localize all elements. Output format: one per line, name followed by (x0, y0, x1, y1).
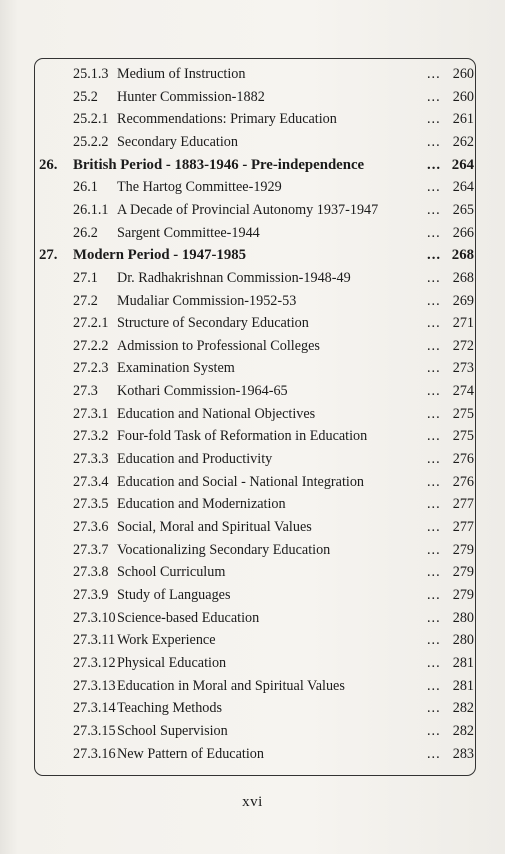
toc-leader-dots: ... (427, 700, 441, 717)
toc-entry-row (0, 516, 505, 538)
toc-entry-page: 279 (452, 564, 474, 581)
toc-entry-row (0, 675, 505, 697)
toc-entry-row (0, 290, 505, 312)
toc-entry-page: 279 (452, 541, 474, 558)
toc-entry-page: 273 (452, 360, 474, 377)
toc-leader-dots: ... (427, 496, 441, 513)
toc-entry-number: 27.3.3 (73, 451, 109, 468)
toc-entry-number: 25.2.2 (73, 133, 109, 150)
toc-entry-number: 27.3.4 (73, 473, 109, 490)
toc-entry-title: Recommendations: Primary Education (117, 111, 337, 128)
toc-leader-dots: ... (427, 337, 441, 354)
toc-entry-row (0, 108, 505, 130)
toc-entry-page: 282 (452, 722, 474, 739)
toc-entry-title: Study of Languages (117, 586, 231, 603)
toc-leader-dots: ... (427, 201, 441, 218)
toc-entry-page: 262 (452, 133, 474, 150)
toc-entry-row (0, 357, 505, 379)
toc-entry-number: 27.3.8 (73, 564, 109, 581)
toc-entry-row (0, 448, 505, 470)
toc-entry-page: 260 (452, 88, 474, 105)
toc-entry-row (0, 222, 505, 244)
toc-entry-number: 27.3.12 (73, 654, 116, 671)
toc-entry-number: 27.2.3 (73, 360, 109, 377)
toc-leader-dots: ... (427, 677, 441, 694)
toc-entry-row (0, 131, 505, 153)
toc-entry-title: Teaching Methods (117, 700, 222, 717)
toc-entry-row (0, 176, 505, 198)
toc-entry-number: 27.3.9 (73, 586, 109, 603)
toc-entry-page: 275 (452, 405, 474, 422)
toc-entry-title: Structure of Secondary Education (117, 315, 309, 332)
toc-leader-dots: ... (427, 292, 441, 309)
toc-entry-title: A Decade of Provincial Autonomy 1937-1947 (117, 201, 379, 218)
toc-entry-number: 25.1.3 (73, 66, 109, 82)
toc-leader-dots: ... (427, 519, 441, 535)
toc-entry-page: 266 (452, 224, 474, 241)
toc-entry-page: 268 (451, 247, 474, 264)
toc-entry-row (0, 561, 505, 583)
toc-leader-dots: ... (427, 405, 441, 422)
toc-entry-row (0, 539, 505, 561)
toc-entry-title: Social, Moral and Spiritual Values (117, 519, 312, 535)
toc-entry-number: 27.2 (73, 292, 98, 309)
toc-entry-number: 27.3.1 (73, 405, 109, 422)
toc-entry-number: 27.2.1 (73, 315, 109, 332)
toc-entry-page: 272 (452, 337, 474, 354)
toc-leader-dots: ... (427, 360, 441, 377)
toc-entry-title: Examination System (117, 360, 235, 377)
toc-entry-number: 27.3.6 (73, 519, 109, 535)
toc-entry-row (0, 493, 505, 515)
toc-entry-title: Sargent Committee-1944 (117, 224, 260, 241)
toc-entry-number: 27.3.14 (73, 700, 116, 717)
toc-entry-row (0, 63, 505, 85)
toc-entry-title: Education and Modernization (117, 496, 286, 513)
toc-entry-page: 281 (452, 654, 474, 671)
toc-entry-title: New Pattern of Education (117, 745, 264, 762)
toc-entry-title: Physical Education (117, 654, 227, 671)
toc-entry-number: 26.1.1 (73, 201, 109, 218)
toc-entry-page: 281 (452, 677, 474, 694)
toc-entry-title: Education and National Objectives (117, 405, 316, 422)
toc-entry-page: 271 (452, 315, 474, 332)
toc-entry-row (0, 312, 505, 334)
toc-leader-dots: ... (427, 654, 441, 671)
toc-entry-title: Work Experience (117, 632, 216, 649)
toc-leader-dots: ... (427, 179, 441, 196)
toc-entry-title: School Curriculum (117, 564, 226, 581)
toc-entry-number: 25.2.1 (73, 111, 109, 128)
toc-entry-number: 27.3.13 (73, 677, 116, 694)
toc-leader-dots: ... (427, 609, 441, 626)
toc-entry-row (0, 335, 505, 357)
toc-entry-page: 280 (452, 632, 474, 649)
toc-entry-number: 27.3.7 (73, 541, 109, 558)
toc-entry-row (0, 86, 505, 108)
toc-entry-row (0, 629, 505, 651)
toc-entry-row (0, 199, 505, 221)
toc-entry-page: 268 (452, 269, 474, 286)
toc-entry-page: 277 (452, 519, 474, 535)
toc-entry-page: 277 (452, 496, 474, 513)
toc-entry-number: 27.3.11 (73, 632, 116, 649)
toc-entry-row (0, 607, 505, 629)
toc-entry-title: Hunter Commission-1882 (117, 88, 265, 105)
toc-entry-row (0, 584, 505, 606)
toc-entry-number: 27. (39, 247, 58, 264)
toc-leader-dots: ... (427, 541, 441, 558)
toc-leader-dots: ... (427, 586, 441, 603)
toc-leader-dots: ... (427, 451, 441, 468)
toc-leader-dots: ... (427, 722, 441, 739)
toc-entry-number: 25.2 (73, 88, 98, 105)
toc-entry-number: 27.3 (73, 383, 98, 400)
toc-entry-title: Medium of Instruction (117, 66, 246, 82)
toc-leader-dots: ... (427, 745, 441, 762)
toc-entry-number: 27.3.15 (73, 722, 116, 739)
toc-entry-page: 283 (452, 745, 474, 762)
toc-leader-dots: ... (427, 428, 441, 445)
toc-leader-dots: ... (427, 156, 442, 173)
toc-entry-page: 276 (452, 451, 474, 468)
toc-leader-dots: ... (427, 473, 441, 490)
toc-leader-dots: ... (427, 66, 441, 82)
toc-entry-title: Admission to Professional Colleges (117, 337, 320, 354)
toc-leader-dots: ... (427, 383, 441, 400)
toc-chapter-row (0, 244, 505, 266)
toc-entry-title: Secondary Education (117, 133, 238, 150)
toc-entry-row (0, 380, 505, 402)
toc-entry-title: School Supervision (117, 722, 228, 739)
toc-entry-row (0, 697, 505, 719)
toc-entry-number: 27.3.10 (73, 609, 116, 626)
toc-entry-row (0, 652, 505, 674)
toc-entry-title: Education in Moral and Spiritual Values (117, 677, 345, 694)
toc-leader-dots: ... (427, 247, 442, 264)
toc-entry-title: Four-fold Task of Reformation in Education (117, 428, 368, 445)
toc-entry-title: Vocationalizing Secondary Education (117, 541, 331, 558)
toc-leader-dots: ... (427, 111, 441, 128)
toc-entry-title: Education and Social - National Integration (117, 473, 365, 490)
toc-entry-row (0, 403, 505, 425)
toc-entry-number: 27.1 (73, 269, 98, 286)
toc-entry-page: 261 (452, 111, 474, 128)
toc-entry-page: 269 (452, 292, 474, 309)
page-number: xvi (242, 794, 263, 810)
toc-entry-title: Mudaliar Commission-1952-53 (117, 292, 297, 309)
toc-entry-row (0, 425, 505, 447)
toc-entry-page: 274 (452, 383, 474, 400)
toc-leader-dots: ... (427, 88, 441, 105)
toc-chapter-row (0, 154, 505, 176)
toc-entry-number: 26. (39, 156, 58, 173)
toc-entry-title: Kothari Commission-1964-65 (117, 383, 288, 400)
toc-entry-row (0, 743, 505, 765)
toc-entry-title: Dr. Radhakrishnan Commission-1948-49 (117, 269, 351, 286)
toc-entry-title: Science-based Education (117, 609, 260, 626)
toc-leader-dots: ... (427, 224, 441, 241)
toc-entry-page: 279 (452, 586, 474, 603)
toc-entry-page: 264 (452, 179, 474, 196)
toc-entry-page: 265 (452, 201, 474, 218)
toc-entry-row (0, 267, 505, 289)
toc-entry-page: 280 (452, 609, 474, 626)
toc-entry-number: 27.3.16 (73, 745, 116, 762)
toc-entry-title: The Hartog Committee-1929 (117, 179, 282, 196)
toc-entry-page: 282 (452, 700, 474, 717)
toc-entry-page: 260 (452, 66, 474, 82)
toc-entry-page: 275 (452, 428, 474, 445)
toc-leader-dots: ... (427, 269, 441, 286)
toc-entry-row (0, 720, 505, 742)
toc-entry-title: Education and Productivity (117, 451, 273, 468)
toc-leader-dots: ... (427, 564, 441, 581)
toc-entry-number: 26.1 (73, 179, 98, 196)
toc-entry-title: British Period - 1883-1946 - Pre-independence (73, 156, 365, 173)
toc-entry-number: 27.3.2 (73, 428, 109, 445)
toc-entry-number: 26.2 (73, 224, 98, 241)
toc-leader-dots: ... (427, 315, 441, 332)
toc-leader-dots: ... (427, 632, 441, 649)
toc-entry-title: Modern Period - 1947-1985 (73, 247, 247, 264)
toc-entry-number: 27.2.2 (73, 337, 109, 354)
toc-entry-page: 276 (452, 473, 474, 490)
toc-entry-row (0, 471, 505, 493)
toc-entry-page: 264 (451, 156, 474, 173)
toc-entry-number: 27.3.5 (73, 496, 109, 513)
toc-leader-dots: ... (427, 133, 441, 150)
